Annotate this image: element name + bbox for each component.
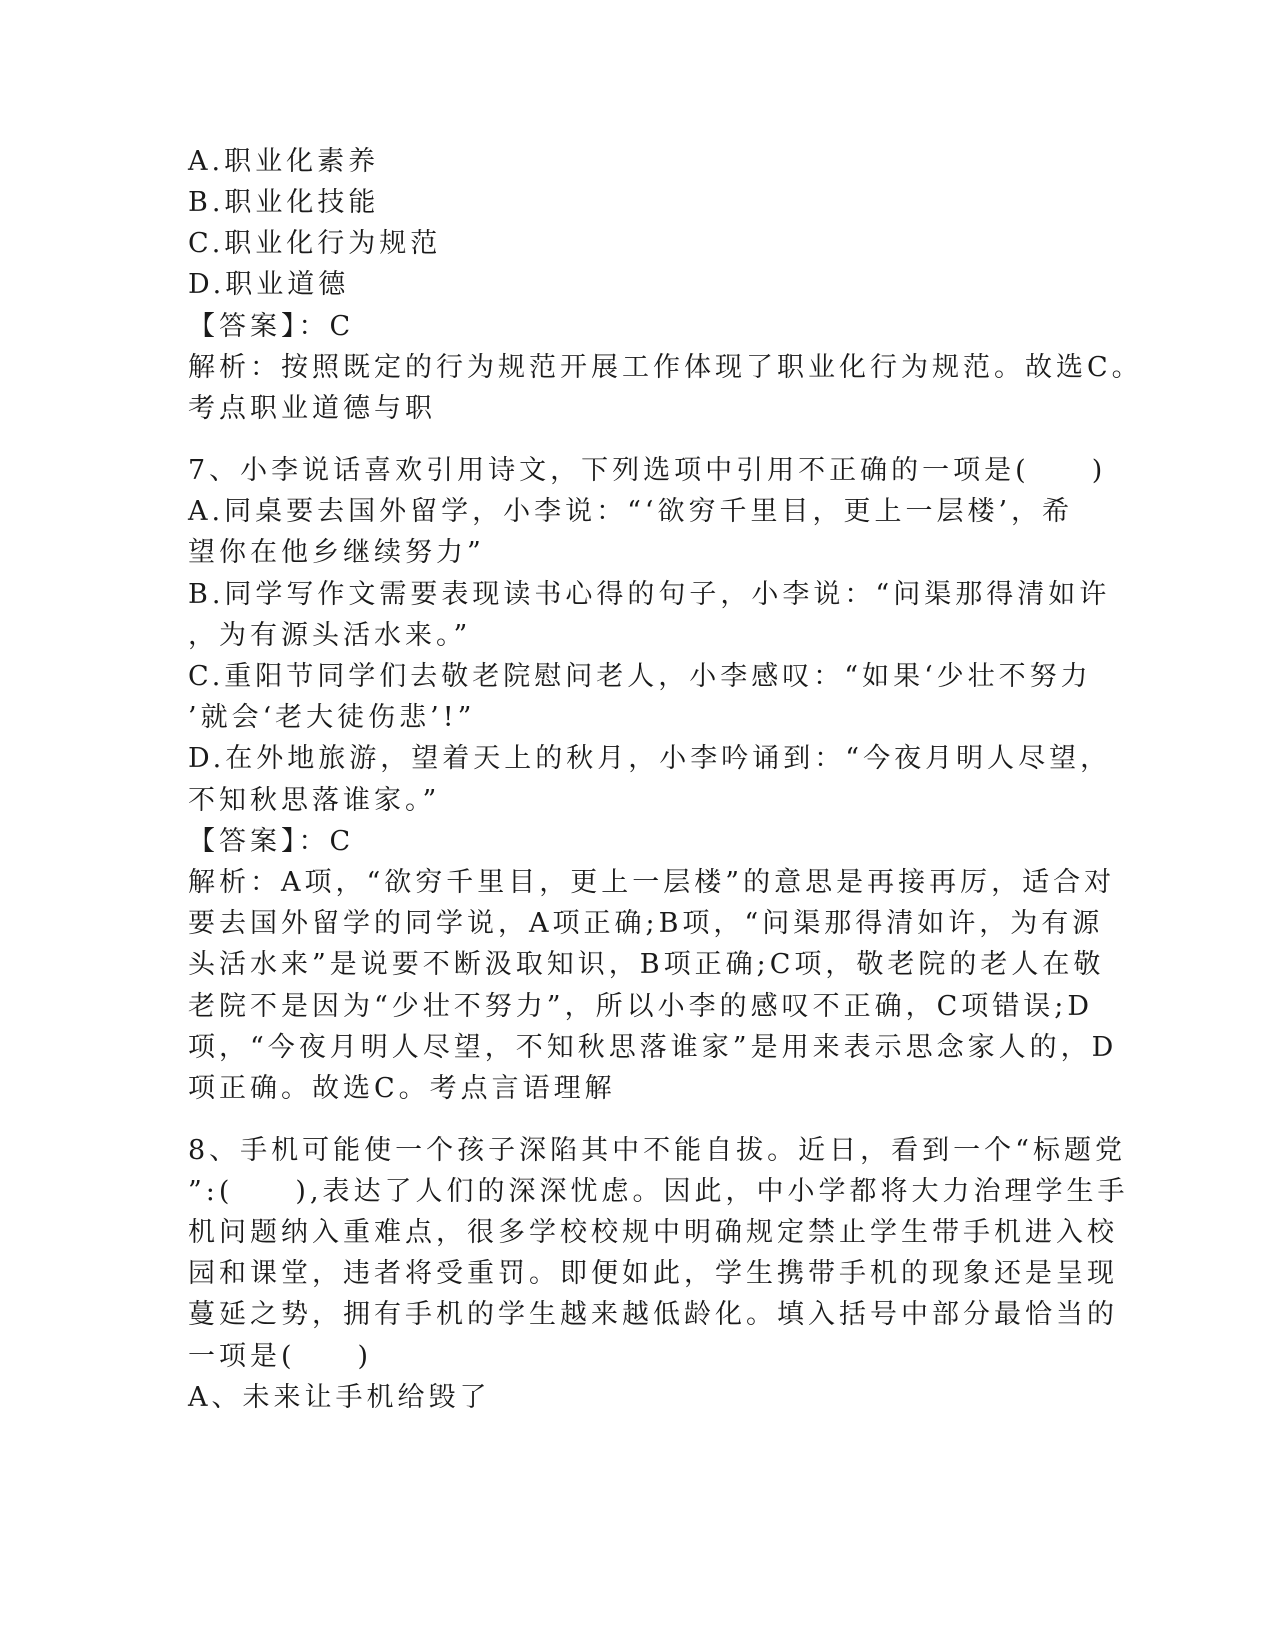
- q7-answer: 【答案】：C: [188, 826, 355, 857]
- q7-analysis-line: 项，“今夜月明人尽望，不知秋思落谁家”是用来表示思念家人的，D: [188, 1032, 1118, 1063]
- q6-option-b: B.职业化技能: [188, 187, 380, 218]
- q8-stem-line: 一项是( ): [188, 1341, 373, 1372]
- q7-option-line: 望你在他乡继续努力”: [188, 537, 485, 568]
- q6-option-d: D.职业道德: [188, 269, 350, 300]
- q7-option-line: C.重阳节同学们去敬老院慰问老人，小李感叹：“如果‘少壮不努力: [188, 661, 1092, 692]
- q7-option-line: 不知秋思落谁家。”: [188, 785, 441, 816]
- q7-analysis-line: 要去国外留学的同学说，A项正确;B项，“问渠那得清如许，为有源: [188, 908, 1104, 939]
- q6-analysis-line: 考点职业道德与职: [188, 393, 436, 424]
- q8-stem-line: 园和课堂，违者将受重罚。即便如此，学生携带手机的现象还是呈现: [188, 1258, 1118, 1289]
- q6-answer: 【答案】：C: [188, 311, 355, 342]
- q8-stem-line: 8、手机可能使一个孩子深陷其中不能自拔。近日，看到一个“标题党: [188, 1135, 1126, 1166]
- q8-option-a: A、未来让手机给毁了: [188, 1382, 491, 1413]
- q8-stem-line: ”:( ),表达了人们的深深忧虑。因此，中小学都将大力治理学生手: [188, 1176, 1129, 1207]
- q7-option-line: ’就会‘老大徒伤悲’!”: [188, 702, 476, 733]
- q7-option-line: B.同学写作文需要表现读书心得的句子，小李说：“问渠那得清如许: [188, 579, 1111, 610]
- q6-analysis-line: 解析：按照既定的行为规范开展工作体现了职业化行为规范。故选C。: [188, 352, 1143, 383]
- q7-analysis-line: 老院不是因为“少壮不努力”，所以小李的感叹不正确，C项错误;D: [188, 991, 1094, 1022]
- q6-option-a: A.职业化素养: [188, 146, 380, 177]
- q7-option-line: D.在外地旅游，望着天上的秋月，小李吟诵到：“今夜月明人尽望，: [188, 743, 1112, 774]
- q7-stem: 7、小李说话喜欢引用诗文，下列选项中引用不正确的一项是( ): [188, 455, 1107, 486]
- q6-option-c: C.职业化行为规范: [188, 228, 442, 259]
- q7-analysis-line: 项正确。故选C。考点言语理解: [188, 1073, 616, 1104]
- q7-option-line: ，为有源头活水来。”: [188, 620, 472, 651]
- q7-analysis-line: 解析：A项，“欲穷千里目，更上一层楼”的意思是再接再厉，适合对: [188, 867, 1116, 898]
- q8-stem-line: 蔓延之势，拥有手机的学生越来越低龄化。填入括号中部分最恰当的: [188, 1299, 1118, 1330]
- q8-stem-line: 机问题纳入重难点，很多学校校规中明确规定禁止学生带手机进入校: [188, 1217, 1118, 1248]
- q7-analysis-line: 头活水来”是说要不断汲取知识，B项正确;C项，敬老院的老人在敬: [188, 949, 1105, 980]
- q7-option-line: A.同桌要去国外留学，小李说：“‘欲穷千里目，更上一层楼’，希: [188, 496, 1074, 527]
